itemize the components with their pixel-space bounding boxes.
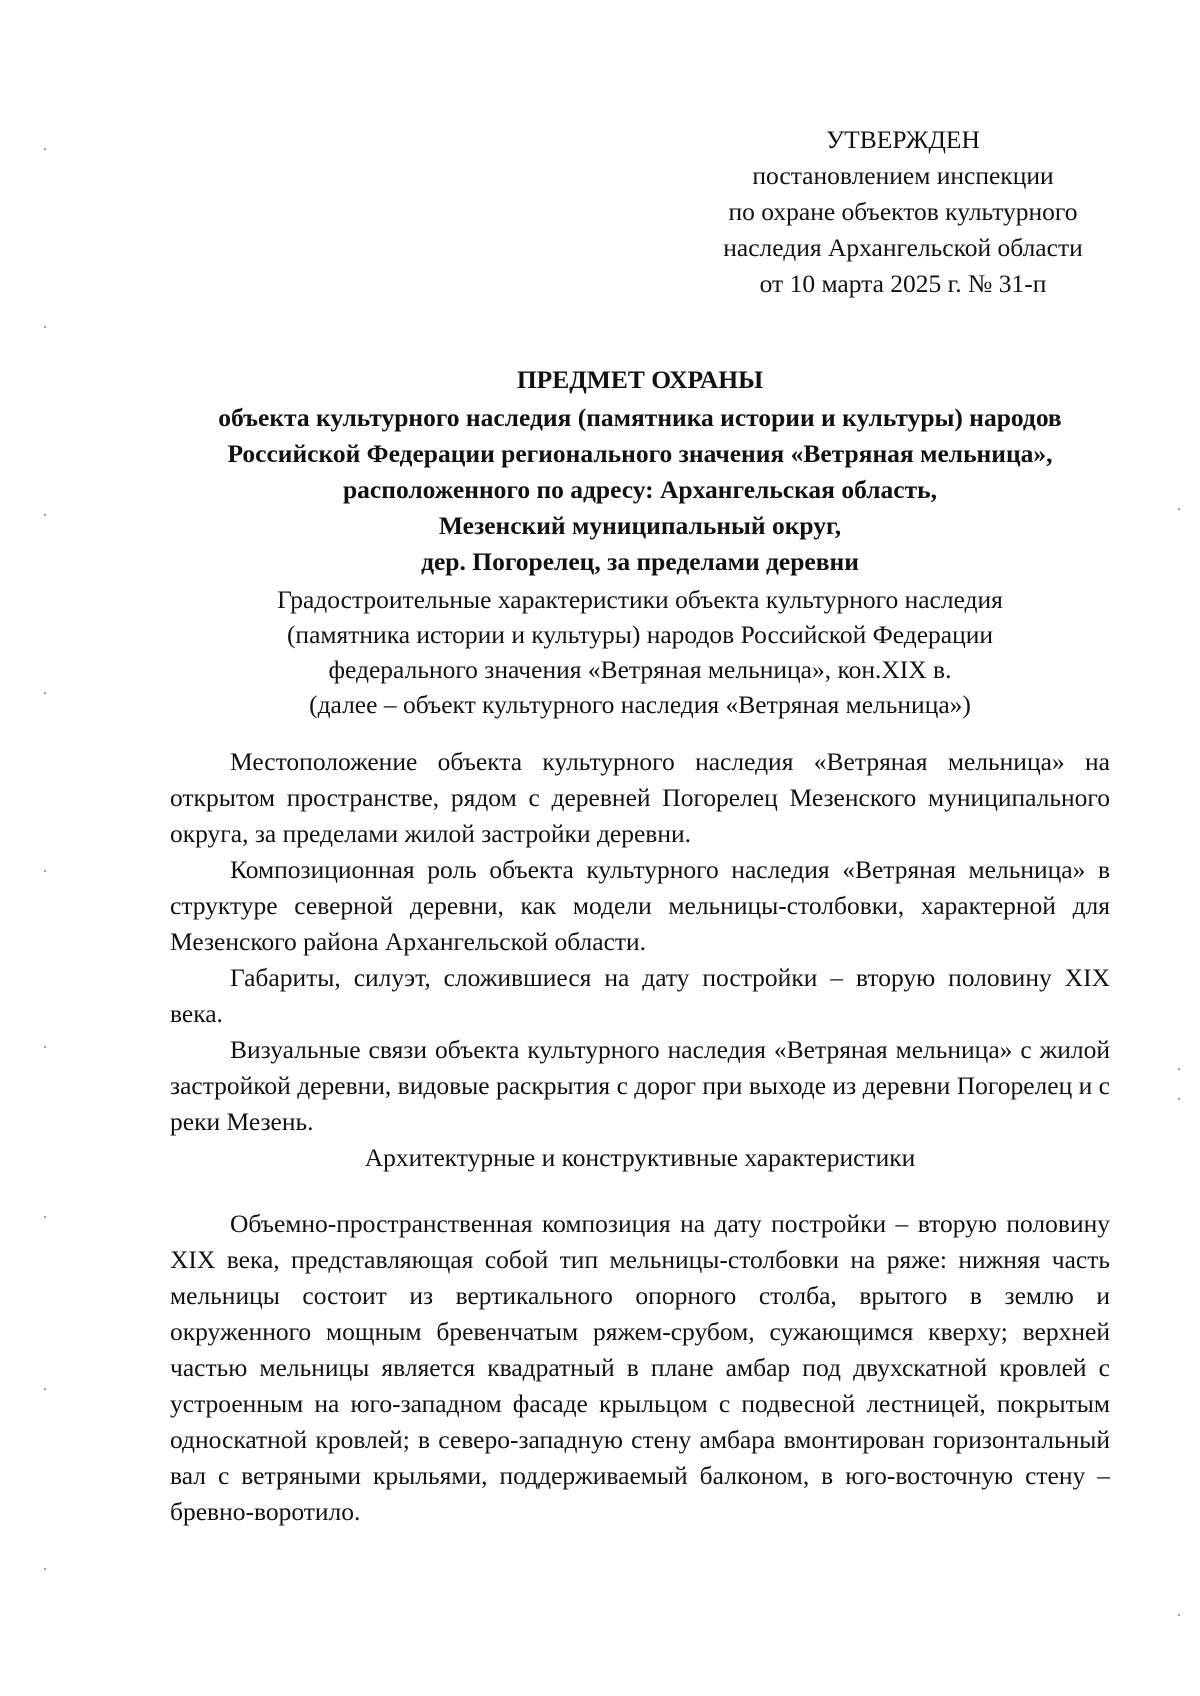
paragraph: Визуальные связи объекта культурного наследия «Ветряная мельница» с жилой застройкой деревни, видовые раскрытия с дорог при выходе из деревни Погорелец и с реки Мезень. [170, 1035, 1110, 1136]
scan-speck [44, 148, 46, 150]
title-line: Российской Федерации регионального значения «Ветряная мельница», [227, 439, 1053, 468]
title-line: Мезенский муниципальный округ, [438, 511, 842, 540]
paragraph: Объемно-пространственная композиция на дату постройки – вторую половину XIX века, представляющая собой тип мельницы-столбовки на ряже: нижняя часть мельницы состоит из вертикального опорного столба, врытого в землю и окруженного мощным бревенчатым ряжем-срубом, сужающимся кверху; верхней частью мельницы является квадратный в плане амбар под двухскатной кровлей с устроенным на юго-западном фасаде крыльцом с подвесной лестницей, покрытым односкатной кровлей; в северо-западную стену амбара вмонтирован горизонтальный вал с ветряными крыльями, поддерживаемый балконом, в юго-восточную стену – бревно-воротило. [170, 1209, 1110, 1526]
scan-speck [44, 1388, 46, 1390]
title-line: дер. Погорелец, за пределами деревни [421, 547, 859, 576]
scan-speck [1178, 1068, 1180, 1070]
scan-speck [44, 1046, 46, 1048]
document-title [170, 362, 1110, 580]
scan-speck [1178, 508, 1180, 510]
approval-date: от 10 марта 2025 г. № 31-п [759, 269, 1047, 298]
scan-speck [44, 870, 46, 872]
scan-speck [44, 1216, 46, 1218]
architecture-heading [170, 1140, 1110, 1175]
paragraph: Композиционная роль объекта культурного наследия «Ветряная мельница» в структуре северной деревни, как модели мельницы-столбовки, характерной для Мезенского района Архангельской области. [170, 855, 1110, 956]
title-line: объекта культурного наследия (памятника истории и культуры) народов [218, 403, 1062, 432]
urban-heading-line: Градостроительные характеристики объекта культурного наследия [277, 585, 1003, 614]
architecture-section [170, 1206, 1110, 1530]
scan-speck [44, 326, 46, 328]
paragraph: Габариты, силуэт, сложившиеся на дату постройки – вторую половину XIX века. [170, 963, 1110, 1028]
scan-speck [1178, 1614, 1180, 1616]
approval-block [688, 122, 1118, 302]
urban-heading-line: (далее – объект культурного наследия «Ветряная мельница») [309, 690, 971, 719]
scan-speck [44, 514, 46, 516]
title-main: ПРЕДМЕТ ОХРАНЫ [516, 365, 764, 394]
title-line: расположенного по адресу: Архангельская область, [343, 475, 937, 504]
architecture-heading-text: Архитектурные и конструктивные характеристики [364, 1143, 916, 1172]
paragraph: Местоположение объекта культурного наследия «Ветряная мельница» на открытом пространстве, рядом с деревней Погорелец Мезенского муниципального округа, за пределами жилой застройки деревни. [170, 747, 1110, 848]
approval-title: УТВЕРЖДЕН [826, 125, 980, 154]
approval-line: постановлением инспекции [752, 161, 1054, 190]
urban-heading [170, 582, 1110, 722]
scan-speck [1178, 1098, 1180, 1100]
urban-section [170, 744, 1110, 1140]
urban-heading-line: (памятника истории и культуры) народов Российской Федерации [286, 620, 994, 649]
scan-speck [44, 692, 46, 694]
scan-speck [44, 1568, 46, 1570]
approval-line: по охране объектов культурного [728, 197, 1078, 226]
urban-heading-line: федерального значения «Ветряная мельница», кон.XIX в. [328, 655, 952, 684]
approval-line: наследия Архангельской области [723, 233, 1083, 262]
